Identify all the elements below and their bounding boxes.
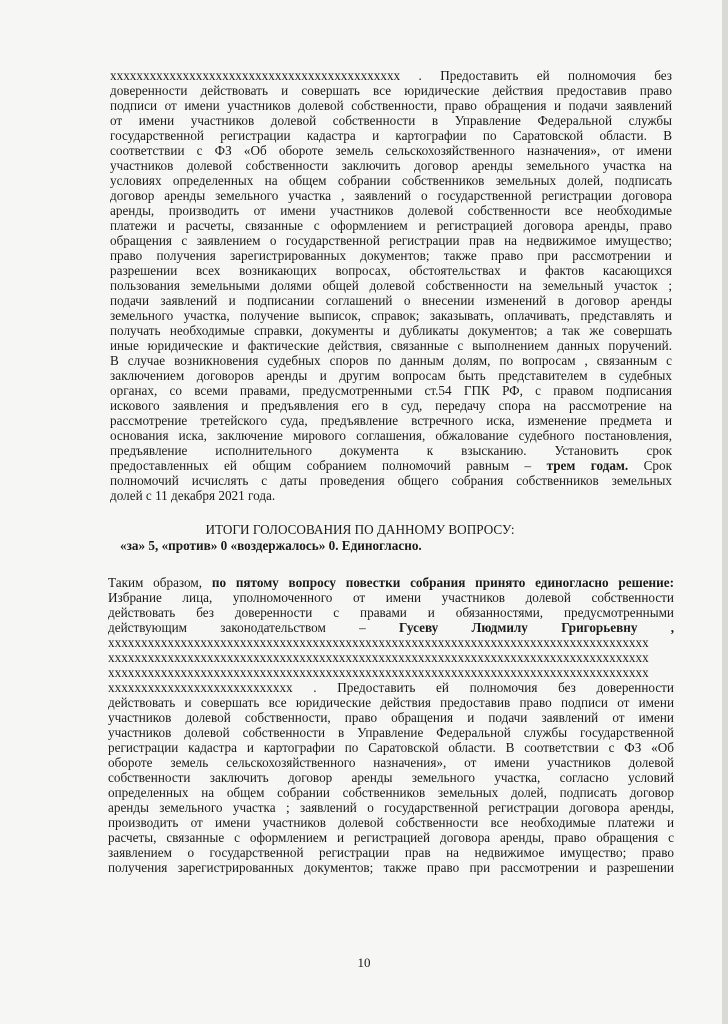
page-number: 10 xyxy=(357,955,371,970)
text-line: получать необходимые справки, документы и дубликаты документов; а так же совершать xyxy=(110,323,672,338)
name-line xyxy=(108,620,674,635)
term-text: предоставленных ей общим собранием полномочий равным – xyxy=(110,458,532,473)
text-line: xxxxxxxxxxxxxxxxxxxxxxxxxxxx . Предоставить ей полномочия без доверенности xyxy=(108,680,674,695)
text-line: обороте земель сельскохозяйственного назначения», от имени участников долевой xyxy=(108,755,674,770)
text-line: регистрации кадастра и картографии по Саратовской области. В соответствии с ФЗ «Об xyxy=(108,740,674,755)
redacted-line: xxxxxxxxxxxxxxxxxxxxxxxxxxxxxxxxxxxxxxxxxxxxxxxxxxxxxxxxxxxxxxxxxxxxxxxxxxxxxxxxxx xyxy=(108,635,649,650)
text-line: участников долевой собственности заключить договор аренды земельного участка на xyxy=(110,158,672,173)
text-line: условиях определенных на общем собрании собственников земельных долей, подписать xyxy=(110,173,672,188)
text-line: заключением договоров аренды и другим вопросам быть представителем в судебных xyxy=(110,368,672,383)
text-line: разрешении всех возникающих вопросах, обстоятельствах и фактов касающихся xyxy=(110,263,672,278)
decision-intro xyxy=(108,575,674,590)
vote-result: «за» 5, «против» 0 «воздержалось» 0. Единогласно. xyxy=(120,538,422,553)
text-line: органах, со всеми правами, предусмотренными ст.54 ГПК РФ, с правом подписания xyxy=(110,383,672,398)
text-line: Избрание лица, уполномоченного от имени участников долевой собственности xyxy=(108,590,674,605)
text-line: доверенности действовать и совершать все юридические действия предоставив право xyxy=(110,83,672,98)
name-line-text: действующим законодательством – xyxy=(108,620,366,635)
text-line: В случае возникновения судебных споров по данным долям, по вопросам , связанным с xyxy=(110,353,672,368)
text-line: действовать и совершать все юридические действия предоставив право подписи от имени xyxy=(108,695,674,710)
redacted-line: xxxxxxxxxxxxxxxxxxxxxxxxxxxxxxxxxxxxxxxxxxxxxxxxxxxxxxxxxxxxxxxxxxxxxxxxxxxxxxxxxx xyxy=(108,665,649,680)
vote-title: ИТОГИ ГОЛОСОВАНИЯ ПО ДАННОМУ ВОПРОСУ: xyxy=(205,522,515,537)
text-line: определенных на общем собрании собственников земельных долей, подписать договор xyxy=(108,785,674,800)
term-duration: трем годам. xyxy=(546,458,629,473)
text-line: договор аренды земельного участка , заявлений о государственной регистрации договора xyxy=(110,188,672,203)
text-line: земельного участка, получение выписок, справок; заказывать, оплачивать, представлять и xyxy=(110,308,672,323)
text-line: государственной регистрации кадастра и картографии по Саратовской области. В xyxy=(110,128,672,143)
representative-name: Гусеву Людмилу Григорьевну , xyxy=(399,620,674,635)
decision-intro-bold: по пятому вопросу повестки собрания принято единогласно решение: xyxy=(211,575,674,590)
text-line: получения зарегистрированных документов; также право при рассмотрении и разрешении xyxy=(108,860,674,875)
text-line: соответствии с ФЗ «Об обороте земель сельскохозяйственного назначения», от имени xyxy=(110,143,672,158)
text-line: обращения с заявлением о государственной регистрации прав на недвижимое имущество; xyxy=(110,233,672,248)
text-line: xxxxxxxxxxxxxxxxxxxxxxxxxxxxxxxxxxxxxxxxxxxx . Предоставить ей полномочия без xyxy=(110,68,672,83)
text-line: пользования земельными долями общей долевой собственности на земельный участок ; xyxy=(110,278,672,293)
text-line: собственности заключить договор аренды земельного участка, согласно условий xyxy=(108,770,674,785)
text-line: право получения зарегистрированных документов; также право при рассмотрении и xyxy=(110,248,672,263)
text-line: предъявление исполнительного документа к взысканию. Установить срок xyxy=(110,443,672,458)
text-line: участников долевой собственности, право обращения и подачи заявлений от имени xyxy=(108,710,674,725)
decision-intro-text: Таким образом, xyxy=(108,575,203,590)
redacted-line: xxxxxxxxxxxxxxxxxxxxxxxxxxxxxxxxxxxxxxxxxxxxxxxxxxxxxxxxxxxxxxxxxxxxxxxxxxxxxxxxxx xyxy=(108,650,649,665)
text-line: подписи от имени участников долевой собственности, право обращения и подачи заявлений xyxy=(110,98,672,113)
text-line: аренды, производить от имени участников долевой собственности все необходимые xyxy=(110,203,672,218)
text-line: основания иска, заключение мирового соглашения, обжалование судебного постановления, xyxy=(110,428,672,443)
text-line: полномочий исчислять с даты проведения общего собрания собственников земельных xyxy=(110,473,672,488)
text-line: искового заявления и предъявления его в суд, передачу спора на рассмотрение на xyxy=(110,398,672,413)
text-line: заявлением о государственной регистрации прав на недвижимое имущество; право xyxy=(108,845,674,860)
text-line: от имени участников долевой собственности в Управление Федеральной службы xyxy=(110,113,672,128)
text-line: иные юридические и фактические действия, связанные с выполнением данных поручений. xyxy=(110,338,672,353)
text-line: подачи заявлений и подписании соглашений о внесении изменений в договор аренды xyxy=(110,293,672,308)
text-line: рассмотрение третейского суда, предъявление встречного иска, изменение предмета и xyxy=(110,413,672,428)
text-line: расчеты, связанные с оформлением и регистрацией договора аренды, право обращения с xyxy=(108,830,674,845)
text-line: участников долевой собственности в Управление Федеральной службы государственной xyxy=(108,725,674,740)
text-line: аренды земельного участка ; заявлений о государственной регистрации договора аренды, xyxy=(108,800,674,815)
term-text-end: Срок xyxy=(643,458,672,473)
term-line xyxy=(110,458,672,473)
text-line: производить от имени участников долевой собственности все необходимые платежи и xyxy=(108,815,674,830)
text-line: платежи и расчеты, связанные с оформлением и регистрацией договора аренды, право xyxy=(110,218,672,233)
text-line: действовать без доверенности с правами и обязанностями, предусмотренными xyxy=(108,605,674,620)
text-line: долей с 11 декабря 2021 года. xyxy=(110,488,276,503)
